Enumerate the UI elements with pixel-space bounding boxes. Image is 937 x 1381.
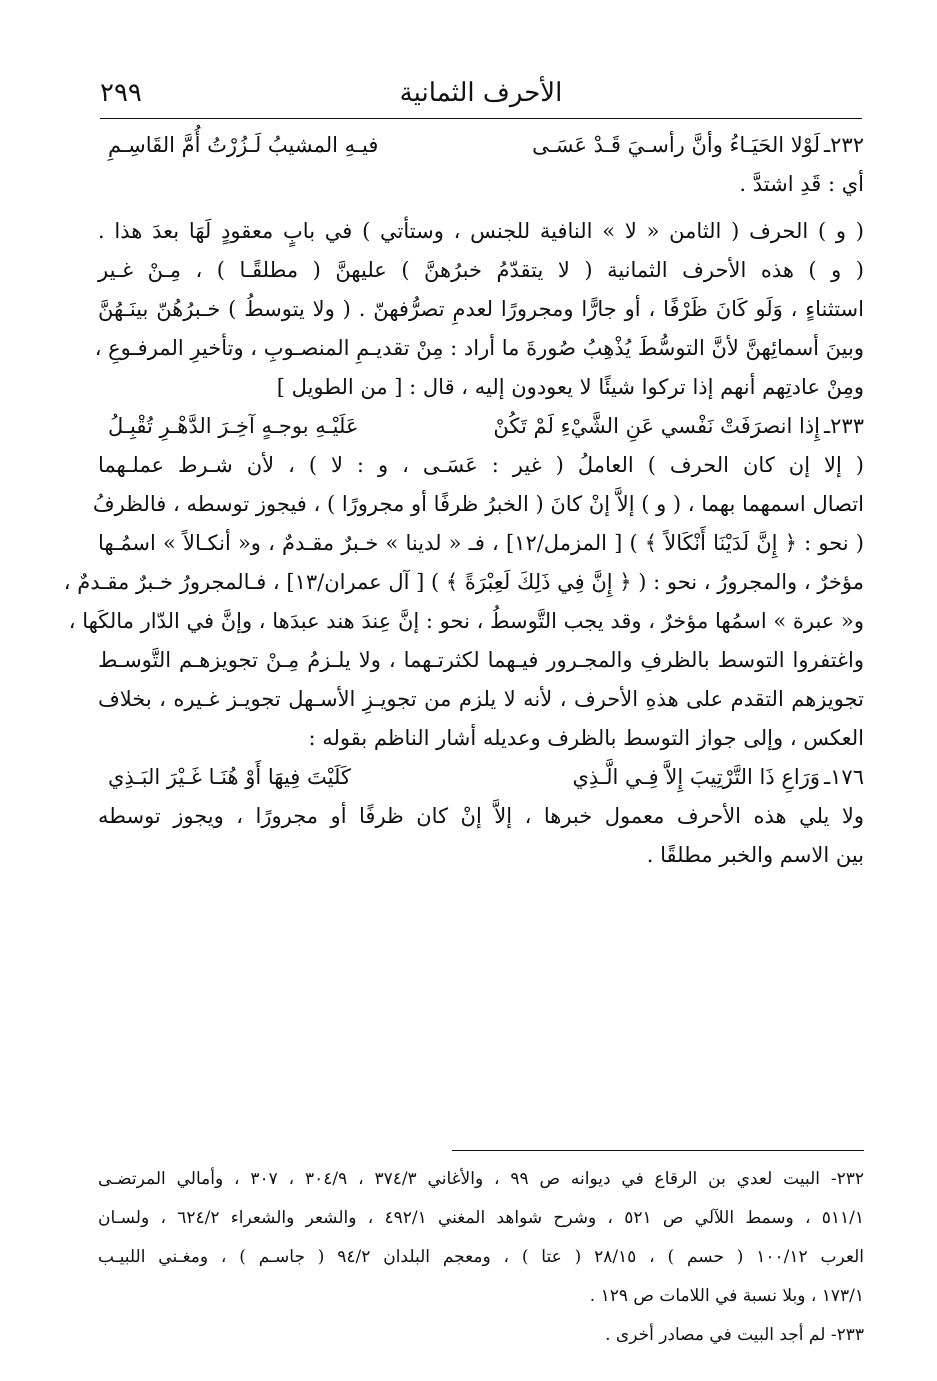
verse-176 <box>98 758 864 797</box>
paragraph-line: ولا يلي هذه الأحرف معمول خبرها ، إلاَّ إنْ كان ظرفًا أو مجرورًا ، ويجوز توسطه <box>98 804 864 828</box>
verse-233 <box>98 407 864 446</box>
paragraph-line: ( و ) الحرف ( الثامن « لا » النافية للجنس ، وستأتي ) في بابٍ معقودٍ لَهَا بعدَ هذا . <box>98 219 864 243</box>
footnote-line: العرب ١٠٠/١٢ ( حسم ) ، ٢٨/١٥ ( عتا ) ، ومعجم البلدان ٩٤/٢ ( جاسـم ) ، ومغـني اللبيـب <box>98 1247 864 1267</box>
paragraph-line: مؤخرٌ ، والمجرورُ ، نحو : ( ﴿ إِنَّ فِي ذَلِكَ لَعِبْرَةً ﴾ ) [ آل عمران/١٣] ، فـالمجرورُ خـبرٌ مقـدمٌ ، <box>63 570 864 594</box>
verse-second-hemistich: عَلَيْـهِ بوجـهٍ آخِـرَ الدَّهْـرِ تُقْبِـلُ <box>108 414 359 438</box>
paragraph-line: ( نحو : ﴿ إِنَّ لَدَيْنَا أَنْكَالاً ﴾ ) [ المزمل/١٢] ، فـ « لدينا » خـبرٌ مقـدمٌ ، و« أنكـالاً » اسمُـها <box>98 531 864 555</box>
verse-number: ٢٣٢ـ <box>824 133 864 157</box>
footnote-line: ١٧٣/١ ، وبلا نسبة في اللامات ص ١٢٩ . <box>589 1286 864 1306</box>
verse-number: ٢٣٣ـ <box>824 414 864 438</box>
verse-232 <box>98 126 864 165</box>
paragraph-line: واغتفروا التوسط بالظرفِ والمجـرور فيـهما لكثرتـهما ، ولا يلـزمُ مِـنْ تجويزهـم التَّوسـط <box>98 648 864 672</box>
chapter-title: الأحرف الثمانية <box>399 78 563 108</box>
verse-gloss: أي : قَدِ اشتدَّ . <box>739 172 864 196</box>
footnote-line: ٢٣٢- البيت لعدي بن الرقاع في ديوانه ص ٩٩ ، والأغاني ٣٧٤/٣ ، ٣٠٤/٩ ، ٣٠٧ ، وأمالي المرتضـى <box>98 1169 864 1189</box>
page-number: ٢٩٩ <box>100 78 142 108</box>
paragraph-line: ( إلا إن كان الحرف ) العاملُ ( غير : عَسَـى ، و : لا ) ، لأن شـرط عملـهما <box>98 453 864 477</box>
verse-first-hemistich: لَوْلا الحَيَـاءُ وأنَّ رأسـيَ قَـدْ عَسَـى <box>532 133 820 157</box>
verse-second-hemistich: كَلَيْتَ فِيهَا أَوْ هُنَـا غَـيْرَ البَـذِي <box>108 765 351 789</box>
paragraph-line: اتصال اسمهما بهما ، ( و ) إلاَّ إنْ كانَ ( الخبرُ ظرفًا أو مجرورًا ) ، فيجوز توسطه ، فالظرفُ <box>92 492 864 516</box>
verse-first-hemistich: وَرَاعِ ذَا التَّرْتِيبَ إِلاَّ فِـي الَّـذِي <box>572 765 820 789</box>
main-text <box>63 126 864 875</box>
running-header <box>100 74 862 119</box>
verse-second-hemistich: فيـهِ المشيبُ لَـزُرْتُ أُمَّ القَاسِـمِ <box>108 133 379 157</box>
verse-number: ١٧٦ـ <box>824 765 864 789</box>
paragraph-line: وبينَ أسمائِهنَّ لأنَّ التوسُّطَ يُذْهِبُ صُورةَ ما أراد : مِنْ تقديـمِ المنصـوبِ ، وتأخيرِ المرفـوعِ ، <box>94 336 864 360</box>
paragraph-line: تجويزهم التقدم على هذهِ الأحرف ، لأنه لا يلزم من تجويـزِ الأسـهل تجويـز غـيره ، بخلاف <box>98 687 864 711</box>
paragraph-line: بين الاسم والخبر مطلقًا . <box>646 843 864 867</box>
verse-first-hemistich: إِذا انصرَفَتْ نَفْسي عَنِ الشَّيْءِ لَمْ تَكُنْ <box>493 414 820 438</box>
footnote-line: ٥١١/١ ، وسمط اللآلي ص ٥٢١ ، وشرح شواهد المغني ٤٩٢/١ ، والشعر والشعراء ٦٢٤/٢ ، ولسـان <box>98 1208 865 1228</box>
paragraph-line: و« عبرة » اسمُها مؤخرٌ ، وقد يجب التَّوسطُ ، نحو : إنَّ عِندَ هند عبدَها ، وإنَّ في الدّار مالكَها ، <box>68 609 864 633</box>
paragraph-line: استثناءٍ ، وَلَو كَانَ ظَرْفًا ، أو جارًّا ومجرورًا لعدمِ تصرُّفهنّ . ( ولا يتوسطُ ) خـبرُهُنّ بينَـهُنَّ <box>98 297 864 321</box>
footnote-divider <box>452 1150 864 1151</box>
paragraph-line: العكس ، وإلى جواز التوسط بالظرف وعديله أشار الناظم بقوله : <box>308 726 864 750</box>
footnote-line: ٢٣٣- لم أجد البيت في مصادر أخرى . <box>605 1325 864 1345</box>
footnotes <box>98 1160 864 1355</box>
paragraph-line: ومِنْ عادتِهم أنهم إذا تركوا شيئًا لا يعودون إليه ، قال : [ من الطويل ] <box>276 375 864 399</box>
paragraph-line: ( و ) هذه الأحرف الثمانية ( لا يتقدّمُ خبرُهنَّ ) عليهنَّ ( مطلقًـا ) ، مِـنْ غـير <box>98 258 864 282</box>
